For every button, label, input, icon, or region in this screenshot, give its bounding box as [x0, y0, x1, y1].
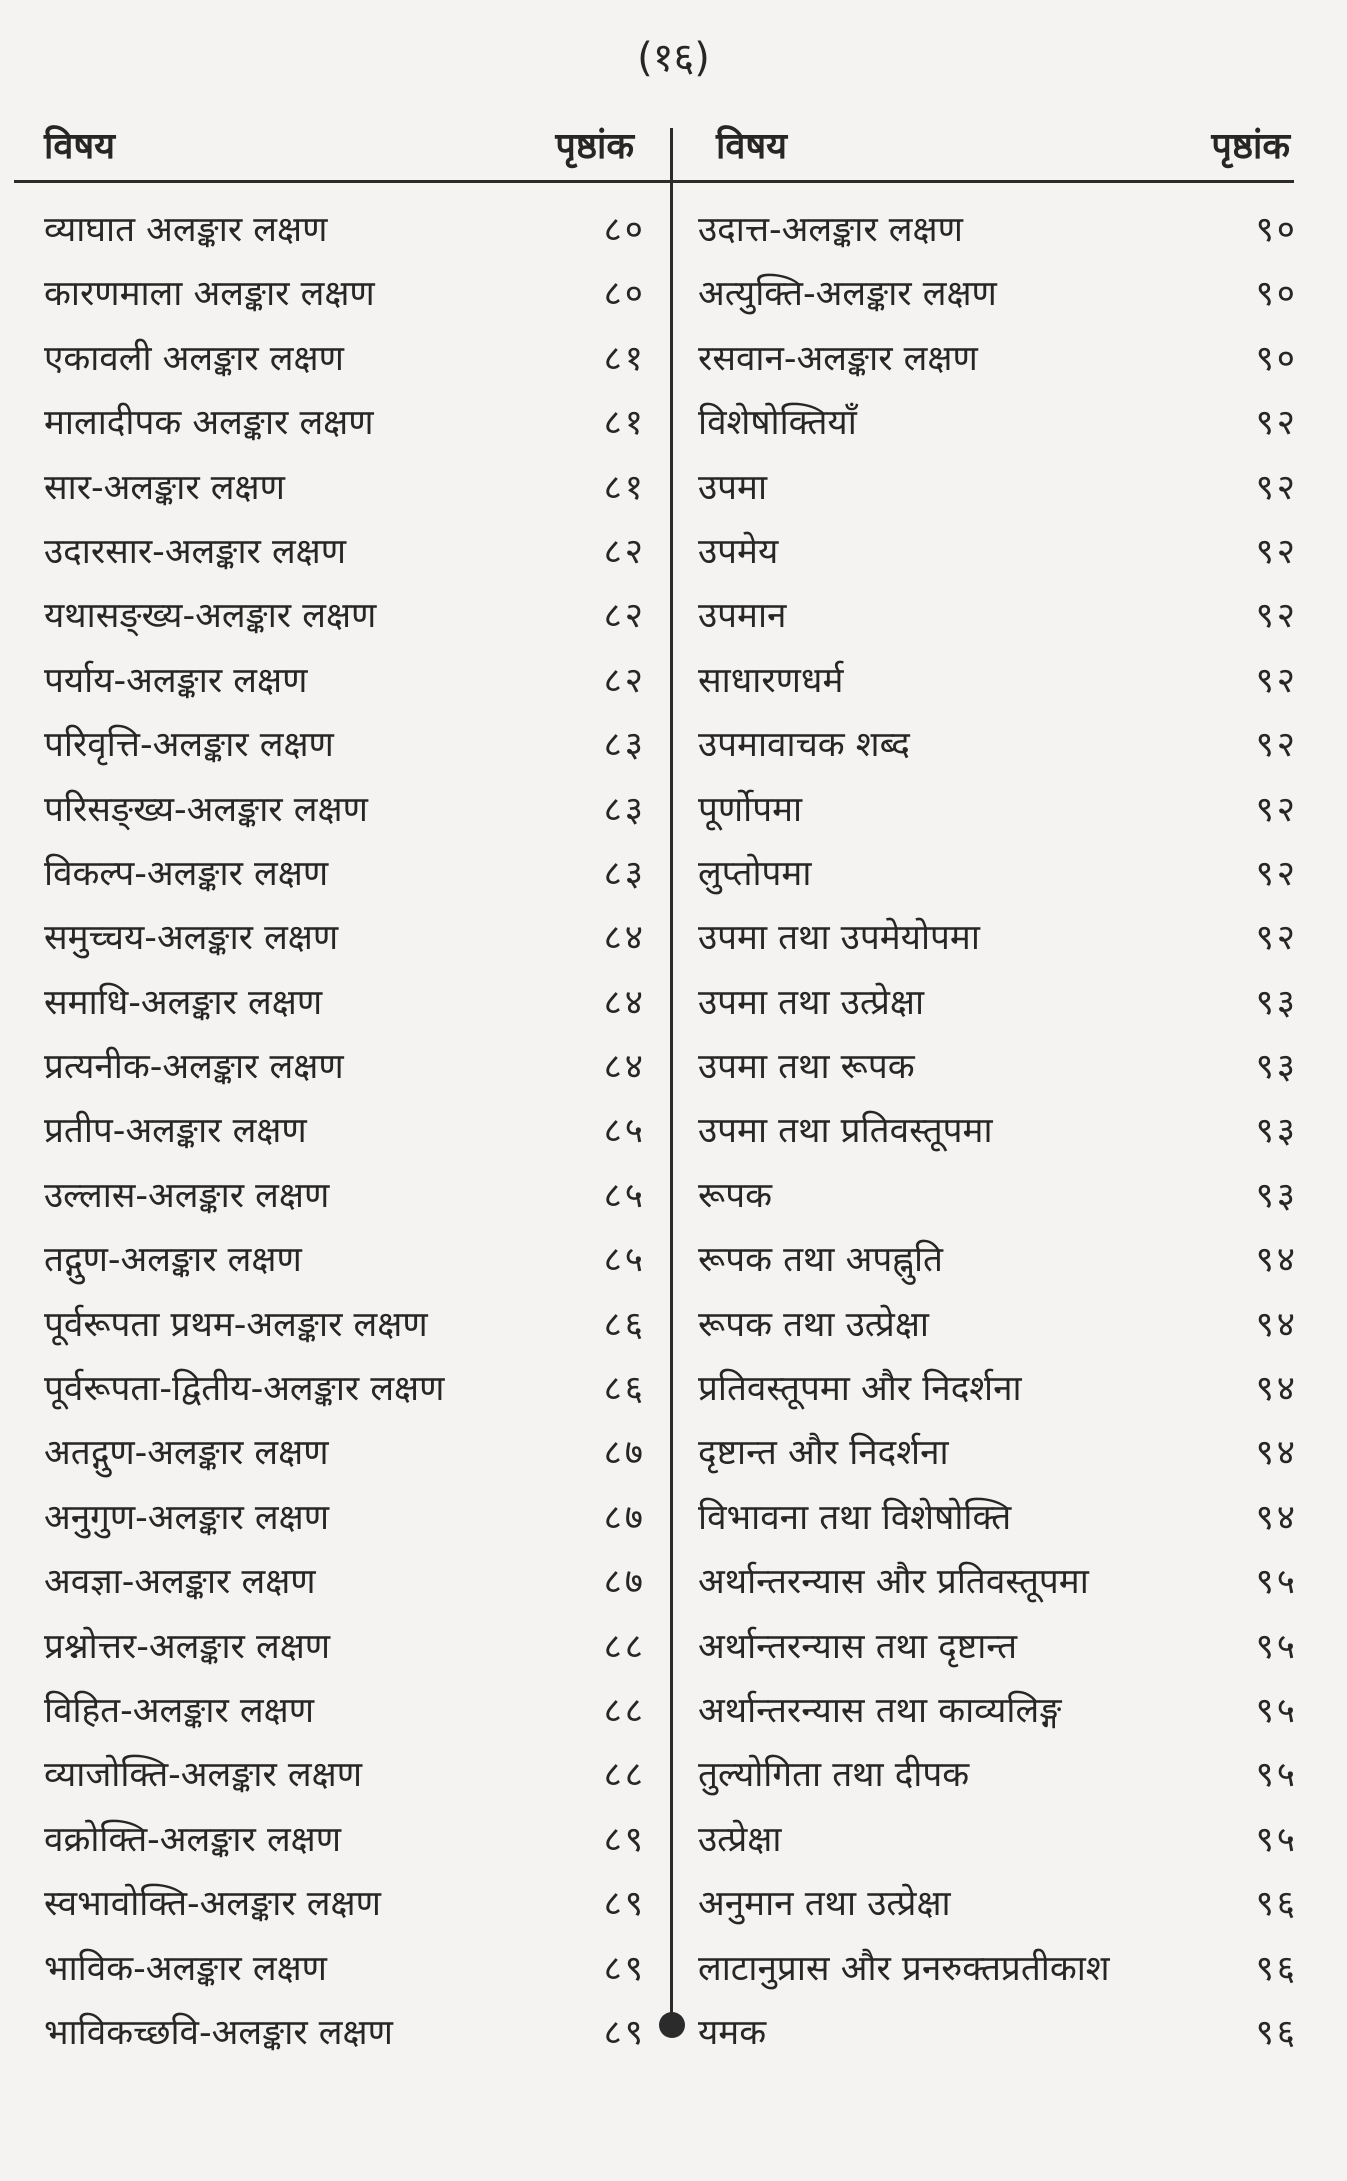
- contents-entry: [698, 1421, 1298, 1485]
- contents-entry: [44, 1035, 646, 1099]
- entry-subject: विशेषोक्तियाँ: [698, 403, 857, 444]
- entry-subject: लाटानुप्रास और प्रनरुक्तप्रतीकाश: [698, 1948, 1110, 1989]
- entry-page-number: ८१: [603, 467, 646, 508]
- entry-subject: उपमेय: [698, 531, 779, 572]
- entry-subject: लुप्तोपमा: [698, 853, 812, 894]
- contents-entry: [698, 1293, 1298, 1357]
- entry-page-number: ९६: [1255, 1948, 1298, 1989]
- entry-subject: पूर्वरूपता-द्वितीय-अलङ्कार लक्षण: [44, 1369, 445, 1410]
- entry-page-number: ९३: [1255, 982, 1298, 1023]
- entry-page-number: ९२: [1255, 789, 1298, 830]
- contents-entry: [44, 1486, 646, 1550]
- page-heading: पृष्ठांक: [555, 126, 634, 167]
- entry-subject: उदात्त-अलङ्कार लक्षण: [698, 210, 963, 250]
- entry-subject: अतद्गुण-अलङ्कार लक्षण: [44, 1433, 329, 1474]
- entry-subject: उपमावाचक शब्द: [698, 725, 910, 766]
- contents-entry: [698, 1035, 1298, 1099]
- contents-entry: [44, 1808, 646, 1872]
- entry-page-number: ९२: [1255, 918, 1298, 959]
- entry-page-number: ८८: [603, 1626, 646, 1667]
- contents-entry: [698, 391, 1298, 455]
- contents-entry: [698, 906, 1298, 970]
- contents-entry: [44, 198, 646, 262]
- entry-page-number: ८२: [603, 531, 646, 572]
- entry-page-number: ८४: [603, 1047, 646, 1088]
- entry-page-number: ९५: [1255, 1755, 1298, 1796]
- entry-subject: भाविक-अलङ्कार लक्षण: [44, 1948, 327, 1989]
- entry-page-number: ८५: [603, 1240, 646, 1281]
- entry-page-number: ८१: [603, 338, 646, 379]
- entry-subject: रूपक तथा अपह्नुति: [698, 1240, 943, 1281]
- subject-heading: विषय: [716, 126, 788, 167]
- left-column-header: [44, 120, 634, 178]
- contents-entry: [44, 1550, 646, 1614]
- entry-page-number: ९२: [1255, 725, 1298, 766]
- contents-entry: [698, 1872, 1298, 1936]
- contents-entry: [698, 1550, 1298, 1614]
- entry-subject: उपमा तथा उपमेयोपमा: [698, 918, 980, 959]
- entry-page-number: ८२: [603, 596, 646, 637]
- entry-subject: वक्रोक्ति-अलङ्कार लक्षण: [44, 1819, 342, 1860]
- entry-page-number: ९२: [1255, 853, 1298, 894]
- contents-entry: [698, 1743, 1298, 1807]
- contents-entry: [698, 971, 1298, 1035]
- contents-entry: [698, 584, 1298, 648]
- entry-subject: रूपक: [698, 1175, 772, 1216]
- entry-subject: उल्लास-अलङ्कार लक्षण: [44, 1175, 330, 1216]
- column-divider: [670, 128, 673, 2023]
- contents-entry: [44, 520, 646, 584]
- contents-entry: [698, 327, 1298, 391]
- entry-subject: प्रतीप-अलङ्कार लक्षण: [44, 1111, 307, 1152]
- entry-page-number: ८५: [603, 1111, 646, 1152]
- entry-subject: स्वभावोक्ति-अलङ्कार लक्षण: [44, 1884, 381, 1925]
- entry-page-number: ९०: [1255, 274, 1298, 315]
- entry-page-number: ९६: [1255, 2012, 1298, 2053]
- entry-page-number: ८५: [603, 1175, 646, 1216]
- contents-entry: [44, 971, 646, 1035]
- entry-page-number: ८३: [603, 789, 646, 830]
- contents-entry: [698, 1357, 1298, 1421]
- entry-subject: अर्थान्तरन्यास तथा काव्यलिङ्ग: [698, 1690, 1062, 1731]
- contents-entry: [44, 649, 646, 713]
- entry-page-number: ८३: [603, 725, 646, 766]
- entry-subject: उपमा तथा उत्प्रेक्षा: [698, 982, 925, 1023]
- entry-page-number: ८९: [603, 1948, 646, 1989]
- entry-page-number: ९२: [1255, 660, 1298, 701]
- subject-heading: विषय: [44, 126, 116, 167]
- contents-entry: [698, 1808, 1298, 1872]
- entry-subject: अर्थान्तरन्यास तथा दृष्टान्त: [698, 1626, 1018, 1667]
- entry-subject: विहित-अलङ्कार लक्षण: [44, 1690, 315, 1731]
- contents-entry: [698, 1615, 1298, 1679]
- entry-page-number: ९२: [1255, 467, 1298, 508]
- contents-entry: [44, 906, 646, 970]
- entry-page-number: ८४: [603, 918, 646, 959]
- contents-entry: [698, 520, 1298, 584]
- entry-page-number: ९६: [1255, 1884, 1298, 1925]
- entry-subject: उत्प्रेक्षा: [698, 1819, 782, 1860]
- entry-subject: अनुमान तथा उत्प्रेक्षा: [698, 1884, 951, 1925]
- entry-subject: सार-अलङ्कार लक्षण: [44, 467, 285, 508]
- contents-entry: [44, 1164, 646, 1228]
- entry-page-number: ८६: [603, 1304, 646, 1345]
- entry-page-number: ८७: [603, 1497, 646, 1538]
- contents-entry: [698, 456, 1298, 520]
- contents-entry: [698, 778, 1298, 842]
- entry-subject: पूर्वरूपता प्रथम-अलङ्कार लक्षण: [44, 1304, 428, 1345]
- contents-entry: [698, 842, 1298, 906]
- left-contents-list: [44, 198, 646, 2065]
- entry-page-number: ८०: [603, 274, 646, 315]
- entry-subject: दृष्टान्त और निदर्शना: [698, 1433, 949, 1474]
- entry-page-number: ८०: [603, 210, 646, 250]
- contents-entry: [698, 1099, 1298, 1163]
- contents-entry: [698, 1486, 1298, 1550]
- entry-page-number: ८३: [603, 853, 646, 894]
- contents-entry: [44, 1679, 646, 1743]
- contents-entry: [698, 1164, 1298, 1228]
- contents-entry: [44, 778, 646, 842]
- entry-subject: प्रतिवस्तूपमा और निदर्शना: [698, 1369, 1022, 1410]
- entry-subject: उपमान: [698, 596, 787, 637]
- entry-page-number: ८७: [603, 1562, 646, 1603]
- entry-subject: रसवान-अलङ्कार लक्षण: [698, 338, 978, 379]
- entry-page-number: ९५: [1255, 1819, 1298, 1860]
- entry-page-number: ८२: [603, 660, 646, 701]
- entry-subject: विकल्प-अलङ्कार लक्षण: [44, 853, 329, 894]
- entry-page-number: ८९: [603, 1819, 646, 1860]
- contents-entry: [44, 2001, 646, 2065]
- entry-page-number: ९३: [1255, 1047, 1298, 1088]
- contents-entry: [698, 198, 1298, 262]
- entry-subject: तद्गुण-अलङ्कार लक्षण: [44, 1240, 302, 1281]
- contents-entry: [698, 2001, 1298, 2065]
- contents-entry: [698, 1937, 1298, 2001]
- header-divider: [14, 180, 1294, 183]
- contents-entry: [44, 1615, 646, 1679]
- contents-entry: [44, 713, 646, 777]
- entry-page-number: ९४: [1255, 1240, 1298, 1281]
- entry-subject: व्याजोक्ति-अलङ्कार लक्षण: [44, 1755, 363, 1796]
- entry-page-number: ८९: [603, 2012, 646, 2053]
- entry-page-number: ८८: [603, 1755, 646, 1796]
- entry-subject: कारणमाला अलङ्कार लक्षण: [44, 274, 375, 315]
- entry-subject: अर्थान्तरन्यास और प्रतिवस्तूपमा: [698, 1562, 1089, 1603]
- entry-page-number: ९२: [1255, 531, 1298, 572]
- contents-entry: [44, 1937, 646, 2001]
- entry-page-number: ९२: [1255, 403, 1298, 444]
- entry-subject: साधारणधर्म: [698, 660, 844, 701]
- contents-entry: [44, 1099, 646, 1163]
- entry-subject: परिवृत्ति-अलङ्कार लक्षण: [44, 725, 334, 766]
- entry-subject: प्रत्यनीक-अलङ्कार लक्षण: [44, 1047, 344, 1088]
- entry-subject: समुच्चय-अलङ्कार लक्षण: [44, 918, 339, 959]
- entry-subject: समाधि-अलङ्कार लक्षण: [44, 982, 323, 1023]
- entry-subject: रूपक तथा उत्प्रेक्षा: [698, 1304, 929, 1345]
- contents-entry: [698, 262, 1298, 326]
- contents-entry: [44, 842, 646, 906]
- entry-subject: उपमा: [698, 467, 768, 508]
- entry-subject: उपमा तथा रूपक: [698, 1047, 915, 1088]
- entry-subject: भाविकच्छवि-अलङ्कार लक्षण: [44, 2012, 393, 2053]
- contents-entry: [698, 1679, 1298, 1743]
- right-contents-list: [698, 198, 1298, 2065]
- entry-subject: अवज्ञा-अलङ्कार लक्षण: [44, 1562, 316, 1603]
- entry-subject: तुल्योगिता तथा दीपक: [698, 1755, 970, 1796]
- entry-subject: अत्युक्ति-अलङ्कार लक्षण: [698, 274, 997, 315]
- entry-page-number: ८१: [603, 403, 646, 444]
- entry-subject: पूर्णोपमा: [698, 789, 803, 830]
- entry-page-number: ९०: [1255, 210, 1298, 250]
- entry-page-number: ९४: [1255, 1433, 1298, 1474]
- entry-page-number: ८६: [603, 1369, 646, 1410]
- entry-subject: उदारसार-अलङ्कार लक्षण: [44, 531, 347, 572]
- right-column-header: [716, 120, 1290, 178]
- entry-subject: अनुगुण-अलङ्कार लक्षण: [44, 1497, 330, 1538]
- entry-subject: परिसङ्ख्य-अलङ्कार लक्षण: [44, 789, 368, 830]
- entry-subject: एकावली अलङ्कार लक्षण: [44, 338, 344, 379]
- entry-subject: व्याघात अलङ्कार लक्षण: [44, 210, 328, 250]
- entry-page-number: ९३: [1255, 1111, 1298, 1152]
- entry-page-number: ९२: [1255, 596, 1298, 637]
- contents-entry: [44, 1228, 646, 1292]
- page-heading: पृष्ठांक: [1211, 126, 1290, 167]
- entry-subject: यमक: [698, 2012, 767, 2053]
- contents-entry: [44, 1743, 646, 1807]
- contents-entry: [44, 584, 646, 648]
- entry-page-number: ८८: [603, 1690, 646, 1731]
- page-number: (१६): [637, 35, 710, 81]
- contents-entry: [44, 391, 646, 455]
- entry-page-number: ८४: [603, 982, 646, 1023]
- entry-page-number: ९३: [1255, 1175, 1298, 1216]
- entry-page-number: ९४: [1255, 1369, 1298, 1410]
- entry-page-number: ८९: [603, 1884, 646, 1925]
- entry-page-number: ९५: [1255, 1626, 1298, 1667]
- entry-page-number: ८७: [603, 1433, 646, 1474]
- entry-page-number: ९४: [1255, 1497, 1298, 1538]
- contents-entry: [698, 649, 1298, 713]
- contents-entry: [44, 262, 646, 326]
- entry-page-number: ९५: [1255, 1690, 1298, 1731]
- contents-entry: [698, 713, 1298, 777]
- entry-subject: मालादीपक अलङ्कार लक्षण: [44, 403, 374, 444]
- entry-subject: पर्याय-अलङ्कार लक्षण: [44, 660, 308, 701]
- entry-subject: विभावना तथा विशेषोक्ति: [698, 1497, 1012, 1538]
- contents-entry: [44, 327, 646, 391]
- column-divider-end-dot: [659, 2012, 685, 2038]
- contents-entry: [44, 456, 646, 520]
- entry-page-number: ९५: [1255, 1562, 1298, 1603]
- contents-entry: [44, 1357, 646, 1421]
- entry-page-number: ९०: [1255, 338, 1298, 379]
- entry-subject: प्रश्नोत्तर-अलङ्कार लक्षण: [44, 1626, 331, 1667]
- entry-subject: यथासङ्ख्य-अलङ्कार लक्षण: [44, 596, 377, 637]
- contents-entry: [698, 1228, 1298, 1292]
- contents-entry: [44, 1293, 646, 1357]
- entry-page-number: ९४: [1255, 1304, 1298, 1345]
- contents-entry: [44, 1421, 646, 1485]
- contents-entry: [44, 1872, 646, 1936]
- entry-subject: उपमा तथा प्रतिवस्तूपमा: [698, 1111, 993, 1152]
